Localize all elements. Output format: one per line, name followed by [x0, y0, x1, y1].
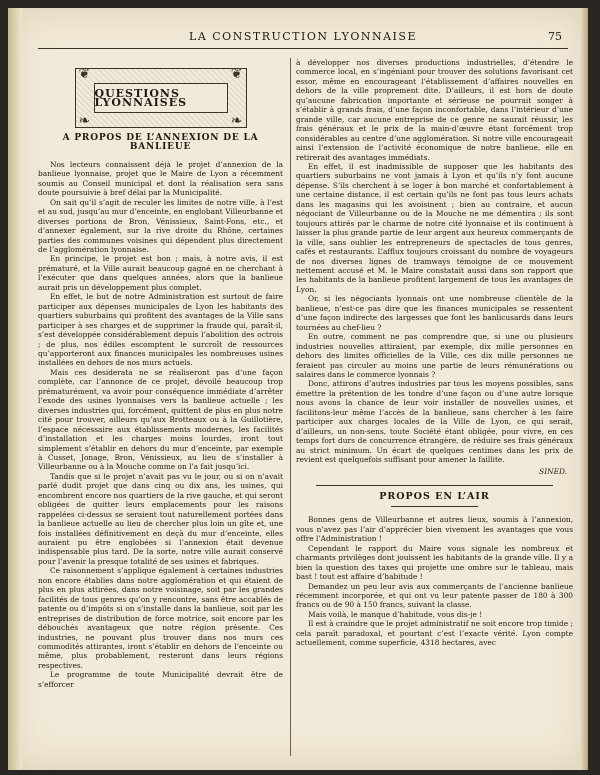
- flourish-icon: ❧: [78, 112, 91, 129]
- flourish-icon: ❧: [230, 112, 243, 129]
- paragraph: En effet, le but de notre Administration est surtout de faire participer aux dépenses municipales de Lyon les habitants des quartiers suburbains qui profitent des avantages de la Ville sans participer à ses charges et de supprimer la fraude qui, paraît-il, s’est développée considérablement depuis l’abolition des octrois ; de plus, nos édiles escomptent le surcroît de ressources qu’apporteront aux finances municipales les nombreuses usines installées en dehors de nos murs actuels.: [38, 292, 283, 368]
- paragraph: Tandis que si le projet n’avait pas vu le jour, ou si on n’avait parlé dudit projet que dans cinq ou dix ans, les usines, qui encombrent encore nos quartiers de la rive gauche, et qui seront obligées de quitter leurs emplacements pour les raisons rappelées ci-dessus se seraient tout naturellement portées dans la banlieue actuelle au lieu de chercher plus loin un gîte et, une fois installées définitivement en deçà du mur d’enceinte, elles auraient pu être englobées si l’annexion était devenue indispensable plus tard. De la sorte, notre ville aurait conservé pour l’avenir la presque totalité de ses usines et fabriques.: [38, 471, 283, 566]
- paragraph: En effet, il est inadmissible de supposer que les habitants des quartiers suburbains ne vont jamais à Lyon et qu’ils n’y font aucune dépense. S’ils cherchent à se loger à bon marché et confortablement à une certaine distance, il est certain qu’ils ne font pas tous leurs achats dans les magasins qui les avoisinent ; bien au contraire, et aucun négociant de Villeurbanne ou de la Mouche ne me démentira ; ils sont toujours attirés par le charme de notre cité lyonnaise et ils continuent à laisser la plus grande partie de leur argent aux heureux commerçants de la ville, sans oublier les entrepreneurs de spectacles de tous genres, cafés et restaurants. L’afflux toujours croissant du nombre de voyageurs de nos diverses lignes de tramways témoigne de ce mouvement nettement accusé et M. le Maire constatait aussi dans son rapport que les habitants de la banlieue profitent largement de tous les avantages de Lyon.: [296, 161, 573, 294]
- article-heading: PROPOS EN L’AIR: [379, 490, 490, 502]
- section-banner: [75, 68, 247, 128]
- author-signature: SINED.: [539, 467, 567, 477]
- heading-rule: [391, 506, 478, 507]
- paragraph: Il est à craindre que le projet administratif ne soit encore trop timide ; cela paraît paradoxal, et pourtant c’est l’exacte vérité. Lyon compte actuellement, comme superficie, 4318 hectares, avec: [296, 619, 573, 648]
- section-separator: [316, 485, 553, 486]
- paragraph: En outre, comment ne pas comprendre que, si une ou plusieurs industries nouvelles attiraient, par exemple, dix mille personnes en dehors des limites officielles de la Ville, ces dix mille personnes ne feraient pas circuler au moins une partie de leurs rémunérations ou salaires dans le commerce lyonnais ?: [296, 332, 573, 379]
- right-column: [296, 58, 573, 758]
- flourish-icon: ❦: [78, 66, 91, 82]
- paragraph: Nos lecteurs connaissent déjà le projet d’annexion de la banlieue lyonnaise, projet que le Maire de Lyon a récemment soumis au Conseil municipal et dont la réalisation sera sans doute poursuivie à bref délai par la Municipalité.: [38, 159, 283, 198]
- paragraph: Bonnes gens de Villeurbanne et autres lieux, soumis à l’annexion, vous n’avez pas l’air d’apprécier bien vivement les avantages que vous offre l’Administration !: [296, 515, 573, 544]
- column-divider: [290, 58, 291, 756]
- paragraph: Or, si les négociants lyonnais ont une nombreuse clientèle de la banlieue, n’est-ce pas dire que les finances municipales se ressentent d’une façon indirecte des largesses que font les banlicusards dans leurs tournées au chef-lieu ?: [296, 294, 573, 332]
- page-edge: [580, 8, 588, 770]
- paragraph: On sait qu’il s’agit de reculer les limites de notre ville, à l’est et au sud, jusqu’au mur d’enceinte, en englobant Villeurbanne et diverses portions de Bron, Vénissieux, Saint-Fons, etc., et d’annexer également, sur la rive droite du Rhône, certaines parties des communes voisines qui dépendent plus directement de l’agglomération lyonnaise.: [38, 197, 283, 254]
- paragraph: Demandez un peu leur avis aux commerçants de l’ancienne banlieue récemment incorporée, et qui ont vu leur patente passer de 180 à 300 francs ou de 90 à 150 francs, suivant la classe.: [296, 581, 573, 610]
- paragraph: Mais ces desiderata ne se réaliseront pas d’une façon complète, car l’annonce de ce projet, dévoilé beaucoup trop prématurément, va avoir pour conséquence immédiate d’arrêter l’exode des usines lyonnaises vers la banlieue actuelle ; les diverses industries qui, forcément, quittent de plus en plus notre cité pour trouver, ailleurs qu’aux Brotteaux ou à la Guillotière, l’espace nécessaire aux établissements modernes, les facilités d’installation et les charges moins lourdes, iront tout simplement s’établir en dehors du mur d’enceinte, par exemple à Cusset, Jonage, Bron, Vénissieux, au lieu de s’installer à Villeurbanne ou à la Mouche comme on l’a fait jusqu’ici.: [38, 367, 283, 472]
- paragraph: Le programme de toute Municipalité devrait être de s’efforcer: [38, 670, 283, 689]
- paragraph: En principe, le projet est bon ; mais, à notre avis, il est prématuré, et la Ville aurait beaucoup gagné en ne cherchant à l’exécuter que dans quelques années, alors que la banlieue aurait pris un développement plus complet.: [38, 254, 283, 292]
- paragraph: à développer nos diverses productions industrielles, d’étendre le commerce local, en s’ingéniant pour trouver des solutions favorisant cet essor, même en encourageant l’établissement d’affaires nouvelles en dehors de la ville proprement dite. D’ailleurs, il est hors de doute qu’aucune fabrication importante et sérieuse ne pourrait songer à s’établir à grands frais, d’une façon inconfortable, dans l’intérieur d’une grande ville, car aucune entreprise de ce genre ne saurait réussir, les frais généraux et le prix de la main-d’œuvre étant forcément trop considérables au centre d’une agglomération. Si notre ville encourageait ainsi l’extension de l’activité économique de notre banlieue, elle en retirerait des avantages immédiats.: [296, 58, 573, 162]
- paragraph: Donc, attirons d’autres industries par tous les moyens possibles, sans émettre la prétention de les tondre d’une façon ou d’une autre lorsque nous avons la chance de leur voir installer de nouvelles usines, et facilitons-leur même l’accès de la banlieue, sans chercher à les faire participer aux charges locales de la Ville de Lyon, ce qui serait, d’ailleurs, un non-sens, toute Société étant obligée, pour vivre, en ces temps fort durs de concurrence étrangère, de réduire ses frais généraux au strict minimum. Un écart de quelques centimes dans les prix de revient est quelquefois suffisant pour amener la faillite.: [296, 379, 573, 465]
- binding-shadow: [8, 8, 22, 770]
- page-number: 75: [548, 30, 562, 43]
- paragraph: Mais voilà, le manque d’habitude, vous dis-je !: [308, 609, 483, 619]
- flourish-icon: ❦: [230, 66, 243, 82]
- journal-title: LA CONSTRUCTION LYONNAISE: [189, 30, 417, 43]
- paragraph: Cependant le rapport du Maire vous signale les nombreux et charmants privilèges dont jouissent les habitants de la grande ville. Il y a bien la question des taxes qui projette une ombre sur le tableau, mais bast ! tout est affaire d’habitude !: [296, 543, 573, 582]
- paragraph: Ce raisonnement s’applique également à certaines industries non encore établies dans notre agglomération et qui étaient de plus en plus attirées, dans notre voisinage, soit par les grandes facilités de tous genres qu’on y rencontre, sans être accablés de patente ou d’impôts si on s’installe dans la banlieue, soit par les entreprises de distribution de force motrice, soit encore par les débouchés avantageux que notre région présente. Ces industries, ne pouvant plus trouver dans nos murs ces commodités attirantes, iront s’établir en dehors de l’enceinte ou même, plus probablement, resteront dans leurs régions respectives.: [38, 566, 283, 670]
- article-heading: A PROPOS DE L’ANNEXION DE LA BANLIEUE: [62, 133, 259, 153]
- left-column: [38, 58, 283, 758]
- banner-title: QUESTIONS LYONNAISES: [94, 83, 228, 113]
- running-header: [38, 28, 568, 49]
- page-sheet: [8, 8, 588, 770]
